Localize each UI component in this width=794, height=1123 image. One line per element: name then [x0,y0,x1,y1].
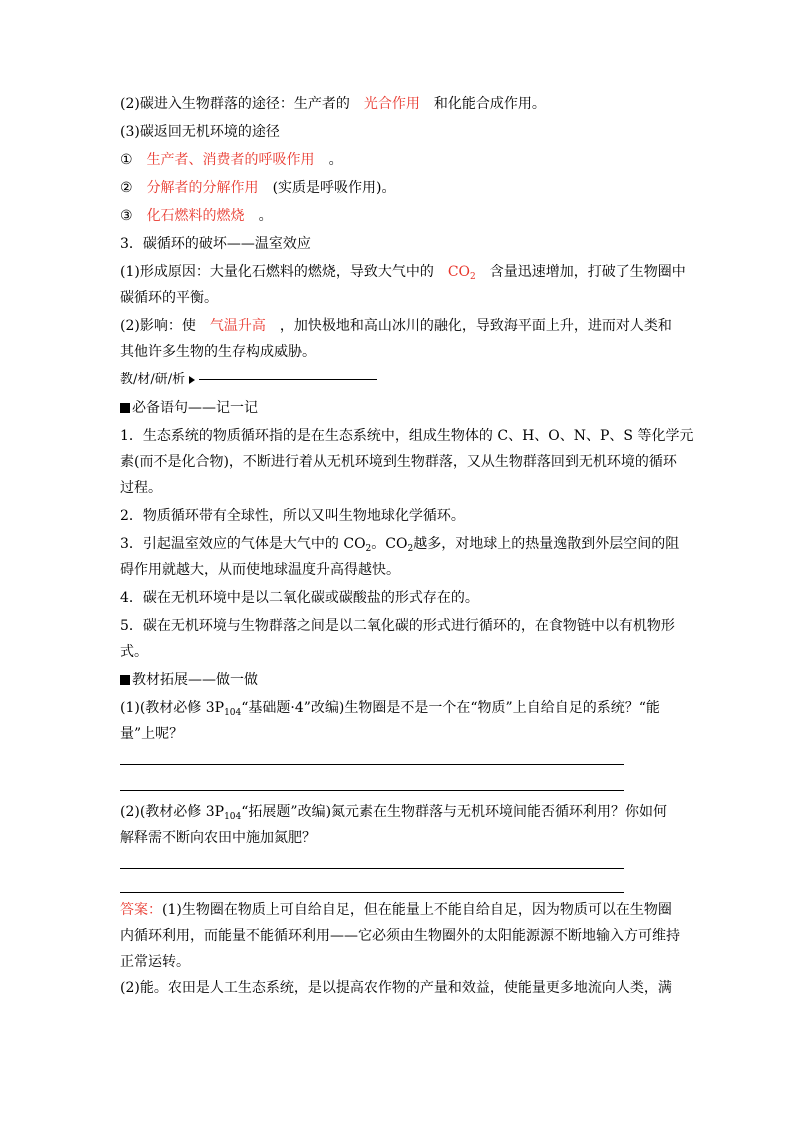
answer-blank-line [120,764,624,765]
point-5-line2: 式。 [120,644,148,660]
section-label-analysis: 教/材/研/析 [120,368,377,392]
point-5-line1: 5．碳在无机环境与生物群落之间是以二氧化碳的形式进行循环的，在食物链中以有机物形 [120,618,675,634]
greenhouse-heading: 3．碳循环的破坏——温室效应 [120,236,311,252]
greenhouse-effect-line2: 其他许多生物的生存构成威胁。 [120,344,316,360]
point-1-line3: 过程。 [120,480,162,496]
square-bullet-icon [120,403,130,413]
return-path-2: ② 分解者的分解作用 (实质是呼吸作用)。 [120,180,396,196]
square-bullet-icon [120,675,130,685]
answer-label: 答案： [120,902,162,918]
greenhouse-cause-line1: (1)形成原因：大量化石燃料的燃烧，导致大气中的 $CO_2$ 含量迅速增加，打破了生物圈中 [120,264,686,282]
question-2-line2: 解释需不断向农田中施加氮肥？ [120,830,316,846]
answer-fill-co2: $CO_2$ [447,264,476,282]
point-2: 2．物质循环带有全球性，所以又叫生物地球化学循环。 [120,508,465,524]
subheading-textbook-extension: 教材拓展——做一做 [120,668,258,692]
triangle-arrow-icon [189,376,195,384]
answer-line2: 内循环利用，而能量不能循环利用——它必须由生物圈外的太阳能源源不断地输入方可维持 [120,928,680,944]
answer-fill-photosynthesis: 光合作用 [363,96,420,112]
answer-fill-respiration: 生产者、消费者的呼吸作用 [146,152,315,168]
answer-line3: 正常运转。 [120,954,190,970]
answer-fill-decomposition: 分解者的分解作用 [146,180,259,196]
question-1-line2: 量”上呢？ [120,726,184,742]
subheading-key-sentences: 必备语句——记一记 [120,396,258,420]
question-1-line1: (1)(教材必修 $3P_{104}“$基础题·4”改编)生物圈是不是一个在“物质”上自给自足的系统？“能 [120,700,660,718]
point-1-line1: 1．生态系统的物质循环指的是在生态系统中，组成生物体的 C、H、O、N、P、S 等化学元 [120,428,694,444]
point-3-line2: 碍作用就越大，从而使地球温度升高得越快。 [120,562,400,578]
divider-line [199,379,377,380]
return-path-1: ① 生产者、消费者的呼吸作用 。 [120,152,343,168]
answer-blank-line [120,892,624,893]
greenhouse-cause-line2: 碳循环的平衡。 [120,290,218,306]
point-4: 4．碳在无机环境中是以二氧化碳或碳酸盐的形式存在的。 [120,590,479,606]
return-path-3: ③ 化石燃料的燃烧 。 [120,208,273,224]
carbon-entry-line: (2)碳进入生物群落的途径：生产者的 光合作用 和化能合成作用。 [120,96,546,112]
point-3-line1: 3．引起温室效应的气体是大气中的 $CO_2$。$CO_2$越多，对地球上的热量逸散到外层空间的阻 [120,536,680,554]
answer-fill-fossil-fuel: 化石燃料的燃烧 [146,208,245,224]
answer-fill-temperature: 气温升高 [209,318,266,334]
point-1-line2: 素(而不是化合物)，不断进行着从无机环境到生物群落，又从生物群落回到无机环境的循环 [120,454,677,470]
question-2-line1: (2)(教材必修 $3P_{104}“$拓展题”改编)氮元素在生物群落与无机环境间能否循环利用？你如何 [120,804,668,822]
greenhouse-effect-line1: (2)影响：使 气温升高 ，加快极地和高山冰川的融化，导致海平面上升，进而对人类和 [120,318,672,334]
answer-line4: (2)能。农田是人工生态系统，是以提高农作物的产量和效益，使能量更多地流向人类，满 [120,980,672,996]
answer-line1: 答案：(1)生物圈在物质上可自给自足，但在能量上不能自给自足，因为物质可以在生物圈 [120,902,672,918]
answer-blank-line [120,868,624,869]
answer-blank-line [120,790,624,791]
carbon-return-heading: (3)碳返回无机环境的途径 [120,124,280,140]
